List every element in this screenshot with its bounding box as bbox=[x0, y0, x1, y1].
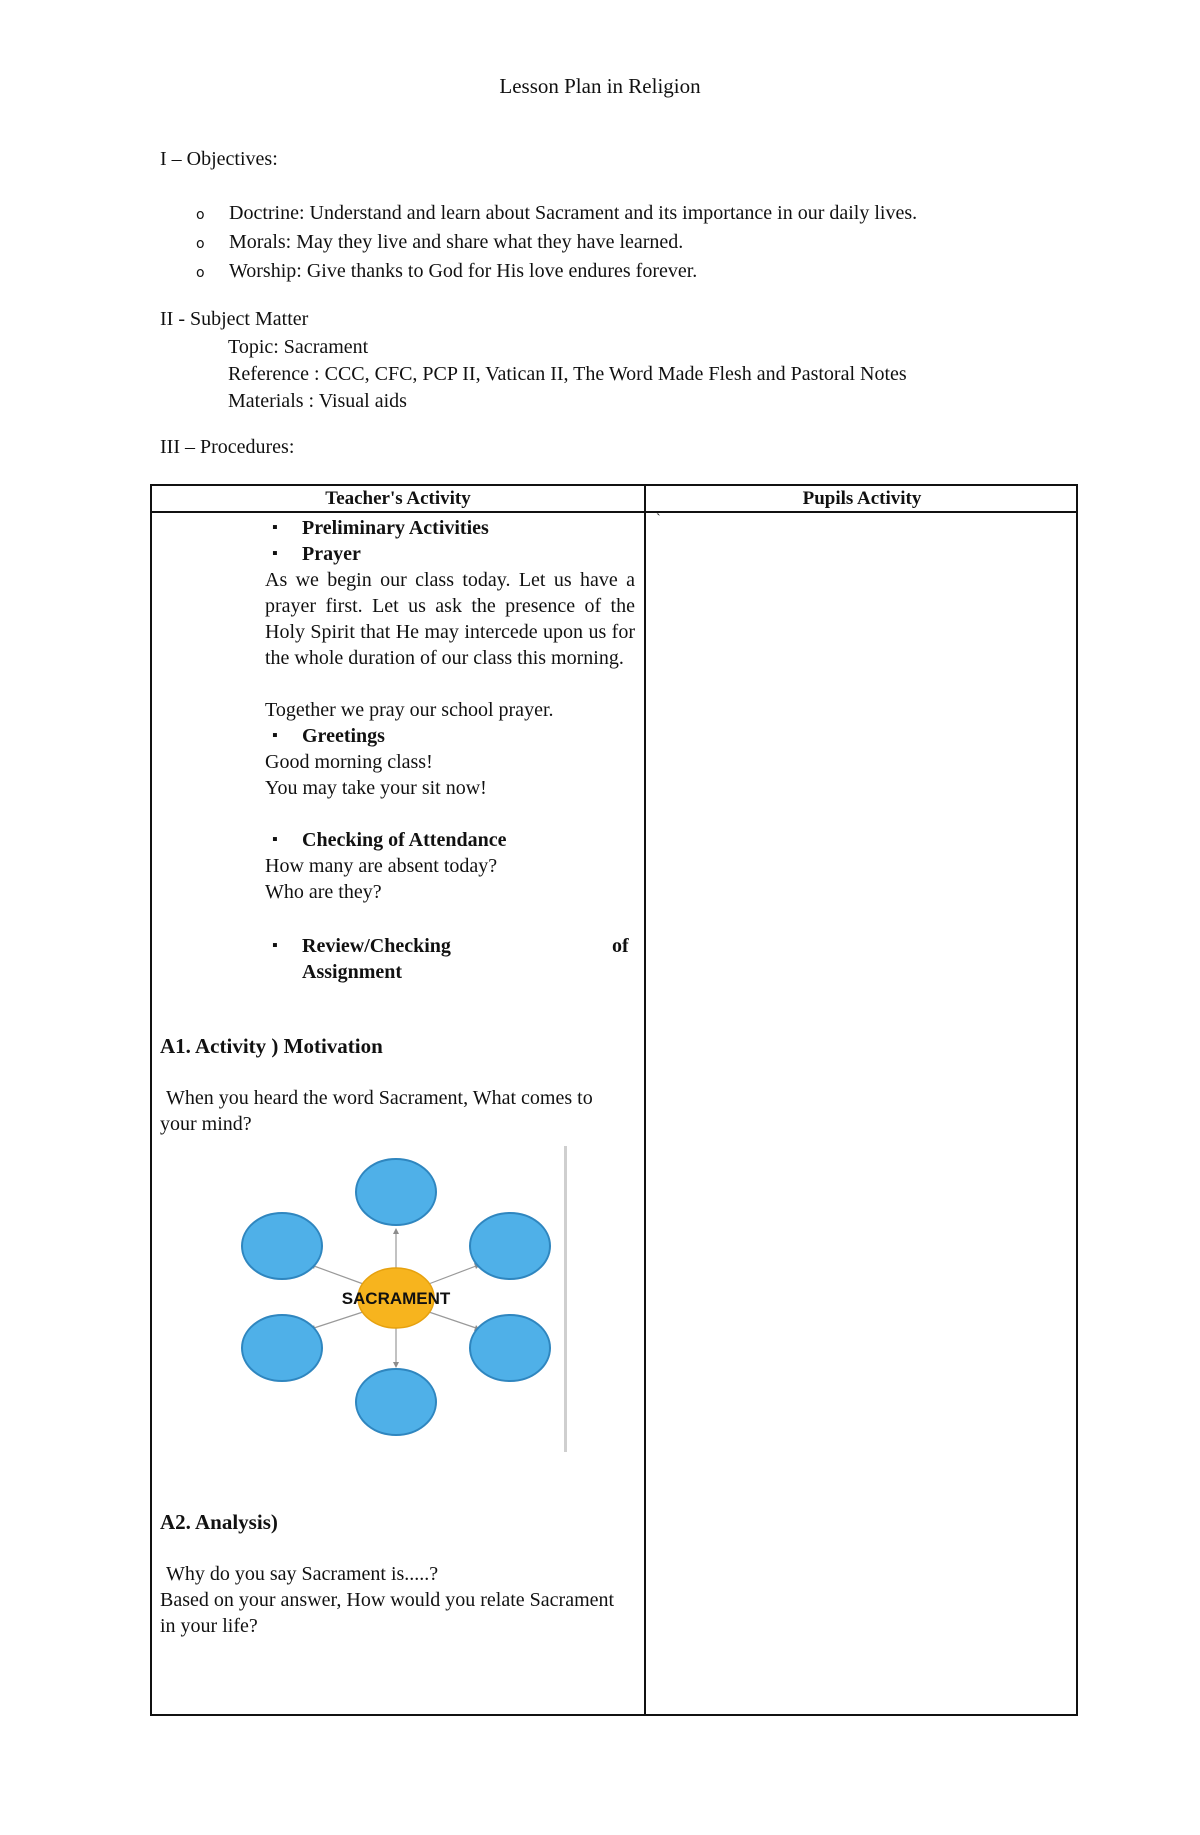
a2-question-2: Based on your answer, How would you relate Sacrament in your life? bbox=[160, 1589, 615, 1637]
circle-bullet-icon: o bbox=[196, 265, 205, 281]
objective-item: o Worship: Give thanks to God for His love endures forever. bbox=[196, 258, 917, 287]
objectives-heading: I – Objectives: bbox=[160, 148, 278, 170]
prayer-bullet: ▪ Prayer bbox=[302, 541, 361, 567]
bubble-upper-right bbox=[470, 1213, 550, 1279]
pupils-activity-header: Pupils Activity bbox=[802, 488, 922, 509]
preliminary-activities-bullet: ▪ Preliminary Activities bbox=[302, 515, 489, 541]
subject-matter-details bbox=[228, 334, 907, 415]
procedures-table bbox=[150, 484, 1078, 1716]
reference-line: Reference : CCC, CFC, PCP II, Vatican II, The Word Made Flesh and Pastoral Notes bbox=[228, 363, 907, 385]
subject-matter-heading: II - Subject Matter bbox=[160, 308, 309, 330]
attendance-line-2: Who are they? bbox=[265, 881, 382, 903]
concept-map bbox=[230, 1148, 560, 1448]
greetings-bullet: ▪ Greetings bbox=[302, 723, 385, 749]
center-node-label: SACRAMENT bbox=[341, 1289, 451, 1308]
topic-line: Topic: Sacrament bbox=[228, 336, 369, 358]
bubble-top bbox=[356, 1159, 436, 1225]
review-assignment: Assignment bbox=[302, 961, 403, 983]
bubble-lower-left bbox=[242, 1315, 322, 1381]
objective-item: o Morals: May they live and share what they have learned. bbox=[196, 229, 917, 258]
circle-bullet-icon: o bbox=[196, 207, 205, 223]
a1-question: When you heard the word Sacrament, What comes to your mind? bbox=[160, 1087, 593, 1135]
a1-heading: A1. Activity ) Motivation bbox=[160, 1034, 383, 1058]
diagram-divider bbox=[564, 1146, 567, 1452]
a2-heading: A2. Analysis) bbox=[160, 1510, 278, 1534]
column-divider bbox=[644, 486, 646, 1714]
prayer-text-2: Together we pray our school prayer. bbox=[265, 699, 554, 721]
a2-question-1: Why do you say Sacrament is.....? bbox=[166, 1563, 439, 1585]
attendance-line-1: How many are absent today? bbox=[265, 855, 498, 877]
attendance-bullet: ▪ Checking of Attendance bbox=[302, 827, 506, 853]
bubble-bottom bbox=[356, 1369, 436, 1435]
pupils-mark: ` bbox=[656, 512, 661, 527]
bubble-upper-left bbox=[242, 1213, 322, 1279]
bubble-lower-right bbox=[470, 1315, 550, 1381]
document-title: Lesson Plan in Religion bbox=[499, 74, 701, 98]
materials-line: Materials : Visual aids bbox=[228, 390, 407, 412]
review-bullet: ▪ Review/Checking bbox=[302, 933, 451, 959]
greeting-line-1: Good morning class! bbox=[265, 751, 433, 773]
objectives-list bbox=[196, 200, 917, 287]
objective-item: o Doctrine: Understand and learn about Sacrament and its importance in our daily lives. bbox=[196, 200, 917, 229]
greeting-line-2: You may take your sit now! bbox=[265, 777, 487, 799]
procedures-heading: III – Procedures: bbox=[160, 436, 295, 458]
prayer-text: As we begin our class today. Let us have a prayer first. Let us ask the presence of the Holy Spirit that He may intercede upon us for the whole duration of our class this morning. bbox=[265, 569, 635, 669]
header-divider bbox=[152, 511, 1076, 513]
teacher-activity-header: Teacher's Activity bbox=[325, 488, 471, 509]
circle-bullet-icon: o bbox=[196, 236, 205, 252]
review-of: of bbox=[612, 935, 629, 957]
